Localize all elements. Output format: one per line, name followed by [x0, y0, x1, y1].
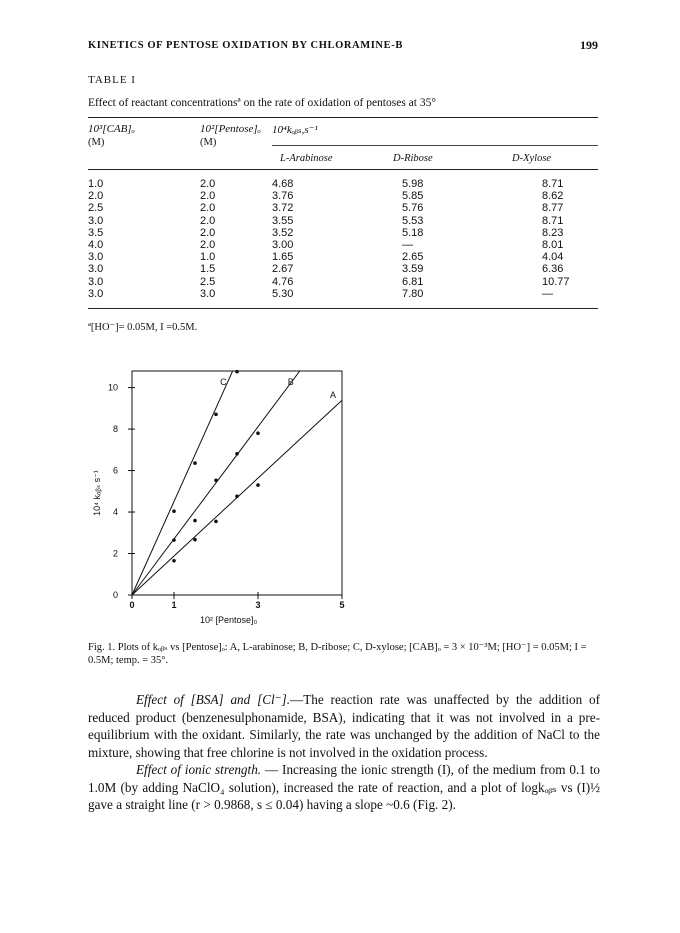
series-b-point — [235, 452, 239, 456]
table-cell: 4.68 — [272, 178, 294, 190]
table-header-rule — [88, 169, 598, 170]
run-in-heading-bsa: Effect of [BSA] and [Cl⁻]. — [136, 692, 291, 707]
x-tick-label: 3 — [255, 600, 261, 610]
kobs-span-rule — [272, 145, 598, 146]
figure-1-plot — [72, 355, 372, 625]
col-header-cab: 10³[CAB]ₒ — [88, 123, 135, 135]
table-cell: 7.80 — [402, 287, 424, 300]
table-cell: 3.0 — [88, 287, 104, 300]
col-unit-cab: (M) — [88, 137, 105, 148]
series-a-point — [193, 538, 197, 542]
series-c-point — [172, 509, 176, 513]
x-axis-label: 10² [Pentose]₀ — [199, 615, 258, 625]
run-in-heading-ionic: Effect of ionic strength. — [136, 762, 262, 777]
table-cell: 3.0 — [88, 263, 104, 276]
body-text — [88, 691, 600, 814]
table-cell: 5.98 — [402, 178, 424, 190]
table-cell: 2.67 — [272, 263, 294, 276]
table-cell: 3.5 — [88, 226, 104, 239]
series-b-point — [256, 431, 260, 435]
paragraph-ionic-strength — [88, 761, 600, 814]
table-row — [88, 202, 598, 214]
table-cell: 3.72 — [272, 202, 294, 215]
table-cell: 3.0 — [200, 287, 216, 300]
y-tick-label: 6 — [112, 465, 118, 476]
col-unit-pentose: (M) — [200, 137, 217, 148]
col-header-pentose: 10²[Pentose]ₒ — [200, 123, 261, 135]
table-top-rule — [88, 117, 598, 118]
table-cell: 5.30 — [272, 287, 294, 300]
table-cell: 2.0 — [200, 190, 216, 203]
table-cell: 4.0 — [88, 239, 104, 252]
paragraph-ionic-text: — Increasing the ionic strength (I), of the medium from 0.1 to 1.0M (by adding NaClO₄ solution), increased the rate of reaction, and a plot of logkₒᵦₛ vs (I)½ gave a straight line (r > 0.9868, s ≤ 0.04) having a slope ~0.6 (Fig. 2). — [88, 762, 600, 812]
table-cell: 2.0 — [200, 214, 216, 227]
table-cell: 3.76 — [272, 190, 294, 203]
table-cell: 8.71 — [542, 178, 564, 190]
y-axis-label: 10⁴ kₒᵦₛ s⁻¹ — [92, 470, 102, 516]
table-caption: Effect of reactant concentrationsª on the rate of oxidation of pentoses at 35° — [88, 97, 436, 109]
table-cell: 3.00 — [272, 239, 294, 252]
table-cell: 4.04 — [542, 251, 564, 264]
table-cell: 3.55 — [272, 214, 294, 227]
y-tick-label: 10 — [107, 382, 118, 393]
y-tick-label: 8 — [112, 424, 118, 435]
table-cell: 5.85 — [402, 190, 424, 203]
series-a-label: A — [329, 390, 336, 401]
table-cell: 5.76 — [402, 202, 424, 215]
paragraph-bsa-chloride — [88, 691, 600, 761]
table-cell: 10.77 — [542, 275, 570, 288]
table-label: TABLE I — [88, 74, 136, 86]
figure-caption: Fig. 1. Plots of kₒᵦₛ vs [Pentose]ₒ: A, L-arabinose; B, D-ribose; C, D-xylose; [CAB]ₒ = 3 × 10⁻³M; [HO⁻] = 0.05M; I = 0.5M; temp. = 35°. — [88, 642, 587, 666]
table-cell: 3.0 — [88, 251, 104, 264]
plot-frame — [132, 371, 342, 595]
col-header-kobs: 10⁴kₒᵦₛ,s⁻¹ — [272, 124, 318, 136]
table-cell: 3.52 — [272, 226, 294, 239]
table-cell: 3.0 — [88, 275, 104, 288]
table-cell: 2.0 — [200, 226, 216, 239]
series-b-point — [214, 479, 218, 483]
y-tick-label: 0 — [112, 590, 118, 600]
table-row — [88, 239, 598, 251]
data-table — [88, 178, 598, 300]
table-cell: 5.53 — [402, 214, 424, 227]
header-d-xylose: D-Xylose — [512, 153, 552, 164]
running-title: KINETICS OF PENTOSE OXIDATION BY CHLORAMINE-B — [88, 40, 403, 51]
table-cell: 2.5 — [200, 275, 216, 288]
x-tick-label: 5 — [339, 600, 345, 610]
table-row — [88, 215, 598, 227]
series-c-line — [132, 371, 233, 595]
y-tick-label: 4 — [112, 507, 118, 518]
table-cell: 8.23 — [542, 226, 564, 239]
series-c-point — [193, 461, 197, 465]
table-bottom-rule — [88, 308, 598, 309]
page-number: 199 — [580, 38, 598, 52]
table-cell: 8.77 — [542, 202, 564, 215]
header-l-arabinose: L-Arabinose — [280, 153, 333, 164]
series-c-point — [235, 370, 239, 374]
table-cell: — — [402, 239, 413, 252]
table-row — [88, 227, 598, 239]
table-cell: 2.0 — [200, 239, 216, 252]
table-cell: 1.5 — [200, 263, 216, 276]
table-row — [88, 178, 598, 190]
series-a-point — [214, 520, 218, 524]
table-cell: 6.81 — [402, 275, 424, 288]
running-head — [88, 40, 598, 51]
x-tick-label: 1 — [171, 600, 177, 610]
table-cell: 2.65 — [402, 251, 424, 264]
table-row — [88, 276, 598, 288]
table-cell: 5.18 — [402, 226, 424, 239]
paragraph-bsa-text: —The reaction rate was unaffected by the addition of reduced product (benzenesulphonamide, BSA), indicating that it was not involved in a pre-equilibrium with the oxidant. Similarly, the rate was unchanged by the addition of NaCl to the mixture, showing that free chlorine is not involved in the oxidation process. — [88, 692, 600, 760]
table-cell: 1.0 — [88, 178, 104, 190]
table-footnote: ª[HO⁻]= 0.05M, I =0.5M. — [88, 322, 198, 333]
header-d-ribose: D-Ribose — [393, 153, 433, 164]
table-cell: 8.71 — [542, 214, 564, 227]
table-cell: 3.59 — [402, 263, 424, 276]
table-cell: 8.62 — [542, 190, 564, 203]
series-b-point — [172, 538, 176, 542]
table-row — [88, 251, 598, 263]
table-cell: 1.65 — [272, 251, 294, 264]
table-cell: 2.0 — [88, 190, 104, 203]
table-row — [88, 190, 598, 202]
series-a-point — [235, 494, 239, 498]
series-a-point — [256, 483, 260, 487]
table-row — [88, 263, 598, 275]
series-c-label: C — [220, 377, 227, 387]
series-b-line — [132, 371, 300, 595]
table-cell: — — [542, 287, 553, 300]
table-cell: 2.5 — [88, 202, 104, 215]
series-c-point — [214, 413, 218, 417]
table-cell: 2.0 — [200, 178, 216, 190]
table-cell: 2.0 — [200, 202, 216, 215]
table-cell: 8.01 — [542, 239, 564, 252]
table-cell: 6.36 — [542, 263, 564, 276]
table-cell: 1.0 — [200, 251, 216, 264]
series-a-point — [172, 559, 176, 563]
table-cell: 3.0 — [88, 214, 104, 227]
table-row — [88, 288, 598, 300]
series-b-point — [193, 519, 197, 523]
x-tick-label: 0 — [129, 600, 135, 610]
series-b-label: B — [287, 377, 294, 387]
y-tick-label: 2 — [112, 548, 118, 559]
table-cell: 4.76 — [272, 275, 294, 288]
